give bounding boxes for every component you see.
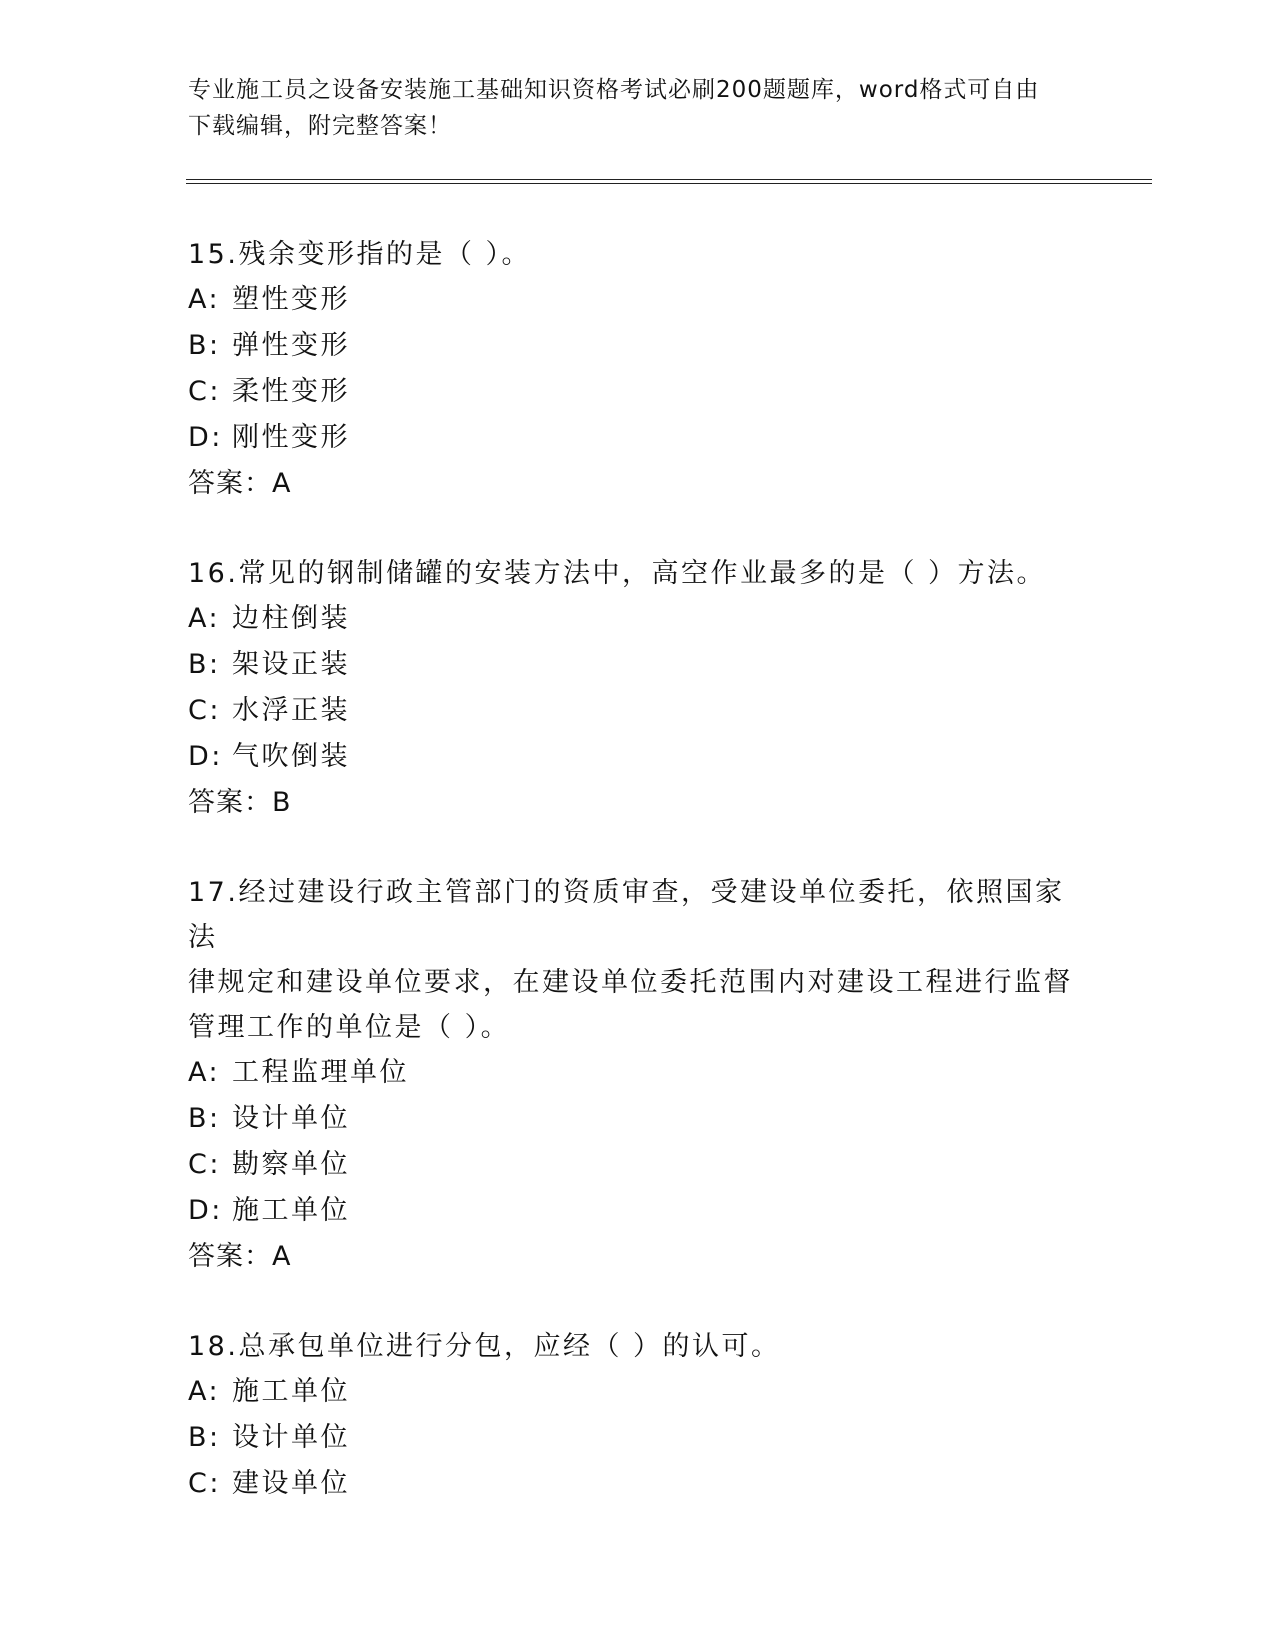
option-letter: D: xyxy=(188,1195,223,1226)
option-b xyxy=(188,1096,1088,1142)
header-line-2: 下载编辑，附完整答案！ xyxy=(188,113,452,139)
question-text-line-3: 管理工作的单位是（ ）。 xyxy=(188,1012,511,1043)
option-a xyxy=(188,1050,1088,1096)
header-divider-bottom xyxy=(186,183,1152,184)
option-text: 边柱倒装 xyxy=(232,603,350,634)
option-letter: B: xyxy=(188,649,221,680)
option-letter: D: xyxy=(188,741,223,772)
question-text: 18.总承包单位进行分包，应经（ ）的认可。 xyxy=(188,1331,781,1362)
option-b xyxy=(188,323,1088,369)
option-text: 设计单位 xyxy=(232,1422,350,1453)
answer-label: 答案： xyxy=(188,1241,272,1272)
option-text: 柔性变形 xyxy=(232,376,350,407)
option-a xyxy=(188,277,1088,323)
answer-label: 答案： xyxy=(188,787,272,818)
option-text: 水浮正装 xyxy=(232,695,350,726)
answer-value: A xyxy=(272,1241,292,1272)
question-text-line-1: 17.经过建设行政主管部门的资质审查，受建设单位委托，依照国家法 xyxy=(188,877,1065,953)
option-c xyxy=(188,688,1088,734)
option-letter: A: xyxy=(188,603,221,634)
option-text: 设计单位 xyxy=(232,1103,350,1134)
question-text-line-2: 律规定和建设单位要求，在建设单位委托范围内对建设工程进行监督 xyxy=(188,967,1073,998)
question-text: 16.常见的钢制储罐的安装方法中，高空作业最多的是（ ）方法。 xyxy=(188,558,1047,589)
question-18 xyxy=(188,1324,1088,1507)
option-text: 勘察单位 xyxy=(232,1149,350,1180)
option-letter: C: xyxy=(188,376,221,407)
option-text: 施工单位 xyxy=(232,1195,350,1226)
answer-label: 答案： xyxy=(188,468,272,499)
question-17 xyxy=(188,870,1088,1280)
option-c xyxy=(188,369,1088,415)
option-letter: B: xyxy=(188,1103,221,1134)
question-text: 15.残余变形指的是（ ）。 xyxy=(188,239,532,270)
header-line-1: 专业施工员之设备安装施工基础知识资格考试必刷200题题库，word格式可自由 xyxy=(188,77,1040,103)
answer-line xyxy=(188,1234,1088,1280)
answer-value: A xyxy=(272,468,292,499)
option-text: 施工单位 xyxy=(232,1376,350,1407)
option-text: 架设正装 xyxy=(232,649,350,680)
answer-value: B xyxy=(272,787,292,818)
document-header xyxy=(188,72,1088,144)
option-letter: C: xyxy=(188,1468,221,1499)
option-letter: A: xyxy=(188,284,221,315)
option-letter: A: xyxy=(188,1057,221,1088)
question-15 xyxy=(188,232,1088,507)
option-letter: C: xyxy=(188,1149,221,1180)
option-letter: C: xyxy=(188,695,221,726)
option-letter: D: xyxy=(188,422,223,453)
option-letter: A: xyxy=(188,1376,221,1407)
option-text: 气吹倒装 xyxy=(232,741,350,772)
option-letter: B: xyxy=(188,330,221,361)
question-list xyxy=(188,232,1088,1551)
answer-line xyxy=(188,780,1088,826)
option-text: 工程监理单位 xyxy=(232,1057,409,1088)
option-text: 建设单位 xyxy=(232,1468,350,1499)
option-a xyxy=(188,1369,1088,1415)
option-b xyxy=(188,1415,1088,1461)
option-c xyxy=(188,1142,1088,1188)
option-text: 刚性变形 xyxy=(232,422,350,453)
option-letter: B: xyxy=(188,1422,221,1453)
option-c xyxy=(188,1461,1088,1507)
option-d xyxy=(188,734,1088,780)
answer-line xyxy=(188,461,1088,507)
option-d xyxy=(188,415,1088,461)
header-divider-top xyxy=(186,179,1152,180)
option-text: 塑性变形 xyxy=(232,284,350,315)
question-16 xyxy=(188,551,1088,826)
option-b xyxy=(188,642,1088,688)
option-a xyxy=(188,596,1088,642)
option-text: 弹性变形 xyxy=(232,330,350,361)
option-d xyxy=(188,1188,1088,1234)
